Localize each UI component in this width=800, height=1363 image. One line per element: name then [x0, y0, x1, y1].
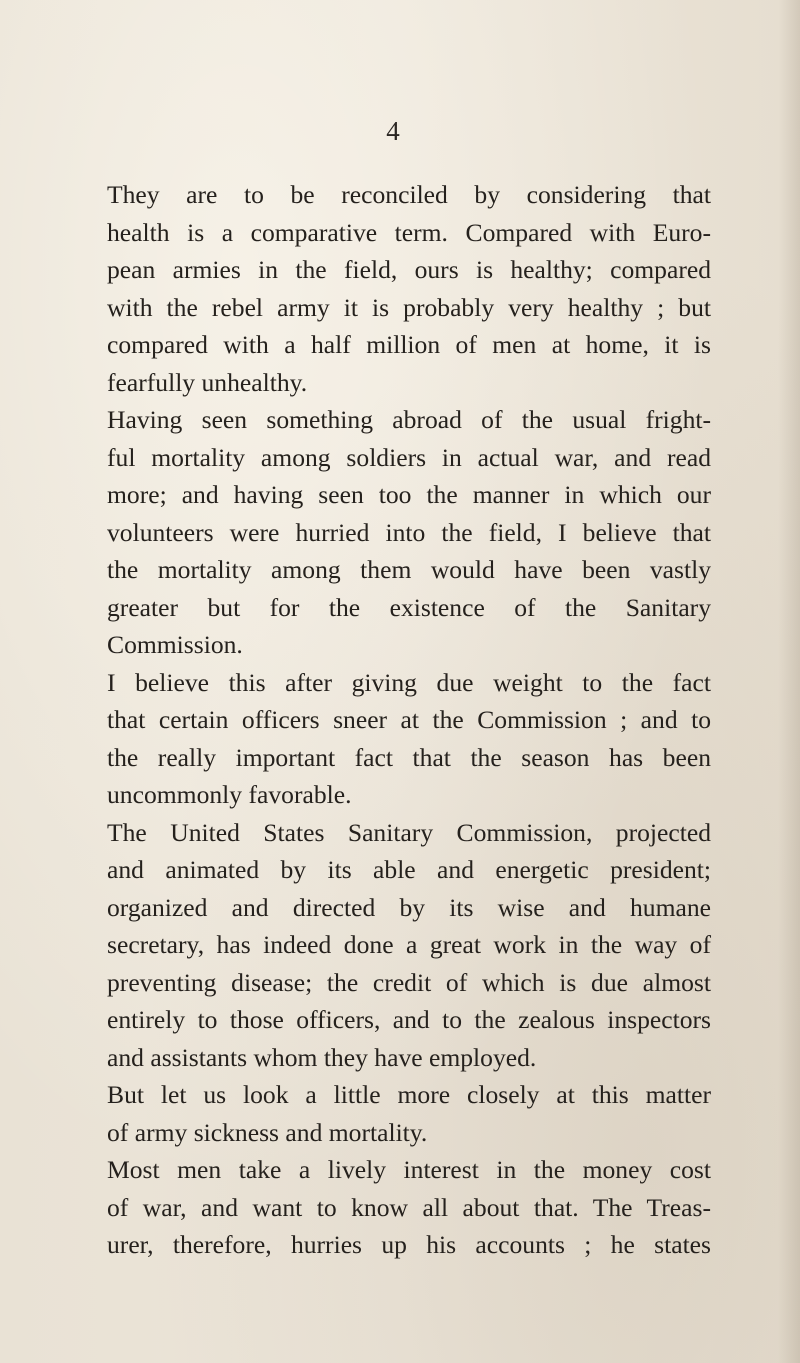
text-line: greater but for the existence of the Sanitary [107, 592, 711, 622]
text-line: ful mortality among soldiers in actual war, and read [107, 442, 711, 472]
text-line: entirely to those officers, and to the zealous inspectors [107, 1005, 711, 1034]
text-line: the mortality among them would have been vastly [107, 555, 711, 584]
text-line: But let us look a little more closely at this matter [107, 1080, 711, 1109]
paragraph [107, 1151, 711, 1264]
paragraph [107, 176, 711, 401]
text-line: volunteers were hurried into the field, I believe that [107, 517, 711, 547]
text-line: organized and directed by its wise and humane [107, 892, 711, 922]
text-line: They are to be reconciled by considering that [107, 180, 711, 209]
body-text [107, 176, 711, 1264]
text-line: and animated by its able and energetic president; [107, 855, 711, 884]
text-line: of army sickness and mortality. [107, 1117, 428, 1147]
text-line: The United States Sanitary Commission, projected [107, 817, 711, 847]
page-number: 4 [386, 116, 400, 146]
text-line: the really important fact that the season has been [107, 742, 711, 772]
text-line: uncommonly favorable. [107, 780, 352, 809]
text-line: of war, and want to know all about that. The Treas- [107, 1192, 711, 1222]
text-line: more; and having seen too the manner in which our [107, 480, 711, 509]
text-line: compared with a half million of men at home, it is [107, 330, 711, 359]
text-line: urer, therefore, hurries up his accounts ; he states [107, 1230, 711, 1259]
text-line: with the rebel army it is probably very healthy ; but [107, 292, 711, 322]
text-line: Most men take a lively interest in the money cost [107, 1155, 711, 1184]
text-line: health is a comparative term. Compared with Euro- [107, 217, 711, 247]
text-line: pean armies in the field, ours is healthy; compared [107, 255, 711, 284]
text-line: and assistants whom they have employed. [107, 1042, 537, 1072]
text-line: secretary, has indeed done a great work in the way of [107, 930, 711, 959]
text-line: I believe this after giving due weight to the fact [107, 667, 711, 697]
paragraph [107, 664, 711, 814]
page-edge-shadow [778, 0, 800, 1363]
text-line: that certain officers sneer at the Commission ; and to [107, 705, 711, 734]
paragraph [107, 1076, 711, 1151]
text-line: preventing disease; the credit of which is due almost [107, 967, 711, 997]
paragraph [107, 401, 711, 664]
paragraph [107, 814, 711, 1077]
text-line: fearfully unhealthy. [107, 367, 308, 397]
text-line: Commission. [107, 630, 243, 659]
text-line: Having seen something abroad of the usual fright- [107, 405, 711, 434]
